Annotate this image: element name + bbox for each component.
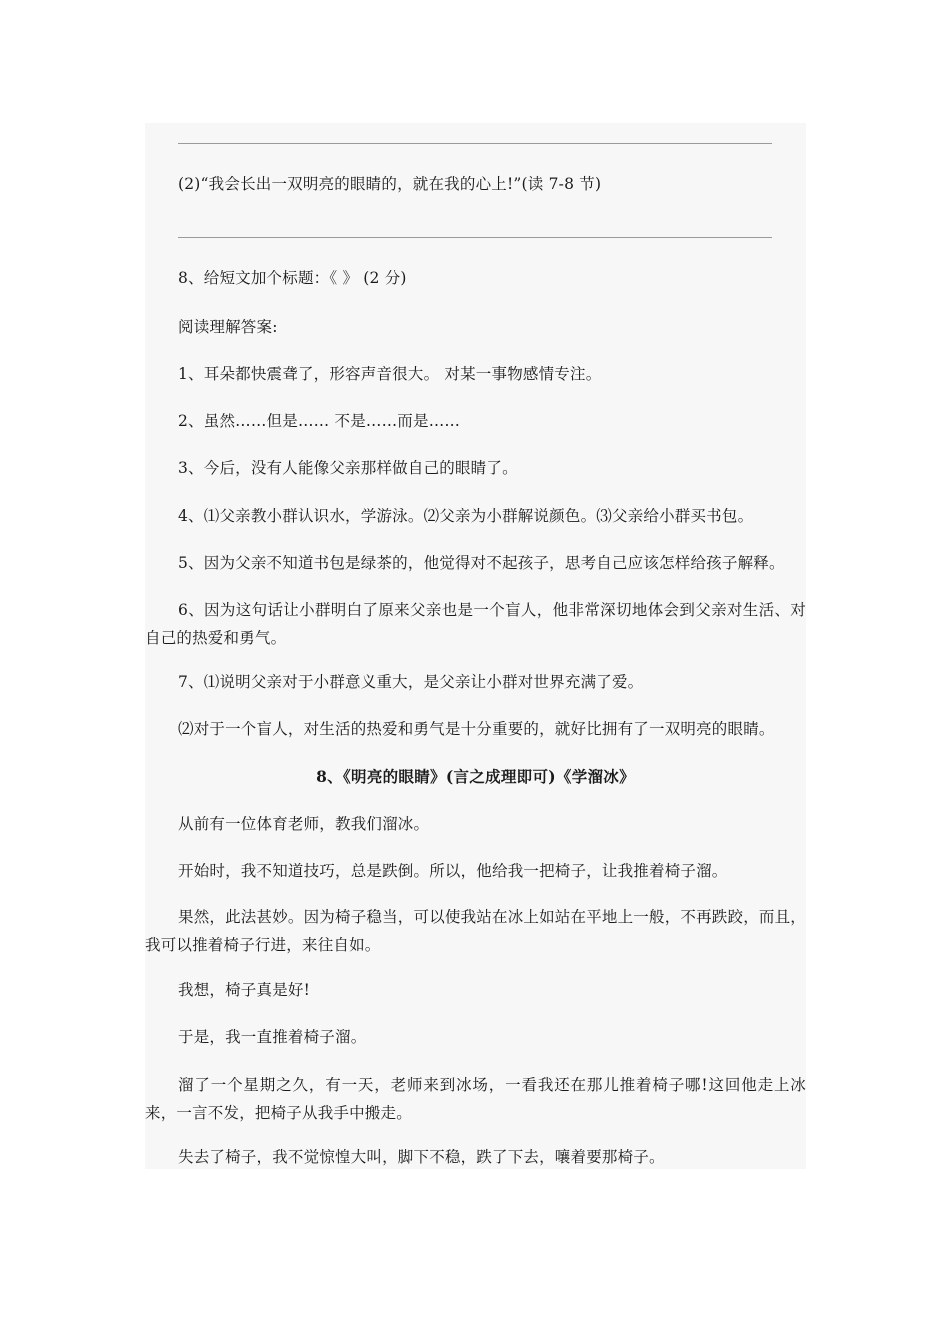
answer-7-part-2: ⑵对于一个盲人，对生活的热爱和勇气是十分重要的，就好比拥有了一双明亮的眼睛。 — [178, 720, 775, 738]
answer-5: 5、因为父亲不知道书包是绿茶的，他觉得对不起孩子，思考自己应该怎样给孩子解释。 — [178, 554, 785, 572]
answer-7-part-1: 7、⑴说明父亲对于小群意义重大，是父亲让小群对世界充满了爱。 — [178, 673, 644, 691]
answers-heading: 阅读理解答案: — [178, 318, 278, 336]
answer-blank-line-1 — [178, 143, 772, 144]
answer-4: 4、⑴父亲教小群认识水，学游泳。⑵父亲为小群解说颜色。⑶父亲给小群买书包。 — [178, 507, 754, 525]
question-7-part-2: (2)“我会长出一双明亮的眼睛的，就在我的心上!”(读 7-8 节) — [178, 175, 602, 193]
story-paragraph-5: 于是，我一直推着椅子溜。 — [178, 1028, 367, 1046]
story-paragraph-6: 溜了一个星期之久，有一天，老师来到冰场，一看我还在那儿推着椅子哪!这回他走上冰来，一言不发，把椅子从我手中搬走。 — [145, 1076, 806, 1122]
question-8: 8、给短文加个标题：《 》 (2 分) — [178, 269, 407, 287]
story-paragraph-4: 我想，椅子真是好! — [178, 981, 311, 999]
story-paragraph-1: 从前有一位体育老师，教我们溜冰。 — [178, 815, 430, 833]
story-paragraph-2: 开始时，我不知道技巧，总是跌倒。所以，他给我一把椅子，让我推着椅子溜。 — [178, 862, 728, 880]
answer-blank-line-2 — [178, 237, 772, 238]
answer-1: 1、耳朵都快震聋了，形容声音很大。 对某一事物感情专注。 — [178, 365, 602, 383]
story-paragraph-7: 失去了椅子，我不觉惊惶大叫，脚下不稳，跌了下去，嚷着要那椅子。 — [178, 1148, 665, 1166]
answer-8-title: 8、《明亮的眼睛》(言之成理即可)《学溜冰》 — [316, 767, 635, 786]
answer-6: 6、因为这句话让小群明白了原来父亲也是一个盲人，他非常深切地体会到父亲对生活、对自己的热爱和勇气。 — [145, 601, 806, 647]
answer-2: 2、虽然……但是…… 不是……而是…… — [178, 412, 461, 430]
answer-3: 3、今后，没有人能像父亲那样做自己的眼睛了。 — [178, 459, 518, 477]
story-paragraph-3: 果然，此法甚妙。因为椅子稳当，可以使我站在冰上如站在平地上一般，不再跌跤，而且，我可以推着椅子行进，来往自如。 — [145, 908, 807, 954]
